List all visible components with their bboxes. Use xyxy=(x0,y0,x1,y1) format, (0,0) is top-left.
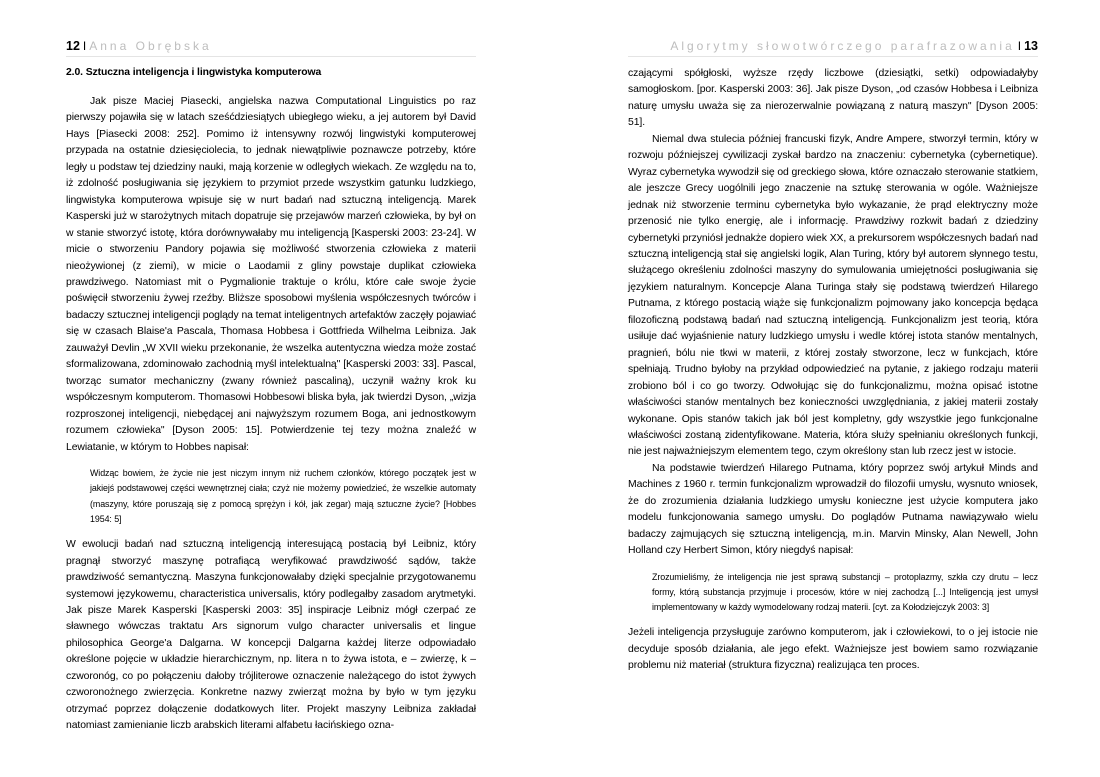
right-running-header xyxy=(628,38,1038,57)
right-paragraph-3: Na podstawie twierdzeń Hilarego Putnama, który poprzez swój artykuł Minds and Machines z 1960 r. termin funkcjonalizm wprowadził do filozofii umysłu, wysnuto wniosek, że do zrozumienia działania ludzkiego umysłu konieczne jest użycie komputera jako modelu funkcjonowania samego umysłu. Do poglądów Putnama nawiązywało wielu badaczy zajmujących się sztuczną inteligencją, m.in. Marvin Minsky, Alan Newell, John Holland czy Herbert Simon, który niegdyś napisał: xyxy=(628,462,1038,557)
right-paragraph-2: Niemal dwa stulecia później francuski fizyk, Andre Ampere, stworzył termin, który w rozwoju późniejszej cywilizacji zyskał bardzo na znaczeniu: cybernetyka (cybernetique). Wyraz cybernetyka wywodził się od greckiego słowa, które oznaczało sterowanie statkiem, ale jeszcze Grecy uogólnili jego znaczenie na sztukę sterowania w ogóle. Ważniejsze jednak niż stworzenie terminu cybernetyka było wykazanie, że prąd elektryczny może przenosić nie tylko energię, ale i informację. Prawdziwy rozkwit badań z dziedziny cybernetyki przyniósł jednakże dopiero wiek XX, a prekursorem współczesnych badań nad sztuczną inteligencją stał się angielski logik, Alan Turing, który był autorem słynnego testu, służącego określeniu zdolności maszyny do symulowania umiejętności posługiwania się językiem naturalnym. Koncepcje Alana Turinga stały się podstawą twierdzeń Hilarego Putnama, z którego postacią wiąże się funkcjonalizm pojmowany jako koncepcja będąca filozoficzną podstawą badań nad sztuczną inteligencją. Funkcjonalizm jest teorią, która usiłuje dać wyjaśnienie natury ludzkiego umysłu i wedle której istota stanów mentalnych, pragnień, bólu nie tkwi w materii, z której zostały stworzone, lecz w funkcjach, które spełniają. Trudno byłoby na przykład odpowiedzieć na pytanie, z jakiego rodzaju materii zrobiono ból i co go tworzy. Odwołując się do funkcjonalizmu, można opisać istotne właściwości stanów mentalnych bez konieczności uwzględniania, z jakiej materii zostały wykonane. Opis stanów takich jak ból jest kompletny, gdy wszystkie jego funkcjonalne właściwości zostaną zidentyfikowane. Materia, która służy spełnianiu określonych funkcji, nie jest najważniejszym elementem tego, czym określony stan lub rzecz jest w istocie. xyxy=(628,133,1038,458)
right-paragraph-1: czającymi spółgłoski, wyższe rzędy liczbowe (dziesiątki, setki) odpowiadałyby samogłoskom. [por. Kasperski 2003: 36]. Jak pisze Dyson, „od czasów Hobbesa i Leibniza naturę umysłu uważa się za nierozerwalnie powiązaną z naturą maszyn" [Dyson 2005: 51]. xyxy=(628,68,1038,129)
right-page xyxy=(628,0,1038,777)
header-separator: I xyxy=(1017,39,1022,53)
left-paragraph-2: W ewolucji badań nad sztuczną inteligencją interesującą postacią był Leibniz, który pragnął stworzyć maszynę potrafiącą weryfikować prawdziwość sądów, także prawdziwość semantyczną. Maszyna funkcjonowałaby dzięki specjalnie przygotowanemu systemowi językowemu, characteristica universalis, który podlegałby zasadom arytmetyki. Jak pisze Marek Kasperski [Kasperski 2003: 35] inspiracje Leibniz mógł czerpać ze sławnego wówczas traktatu Ars signorum vulgo character universalis et lingue philosophica George'a Dalgarna. W koncepcji Dalgarna każdej literze odpowiadało określone pojęcie w układzie hierarchicznym, np. litera n to żywa istota, e – zwierzę, k – czworonóg, co po połączeniu dałoby trójliterowe oznaczenie należącego do istot żywych czworonożnego zwierzęcia. Konkretne nazwy zwierząt można by było w tym języku otrzymać poprzez dołączenie dodatkowych liter. Projekt maszyny Leibniza zakładał natomiast zamienianie liczb arabskich literami alfabetu łacińskiego ozna- xyxy=(66,539,476,732)
right-paragraph-4: Jeżeli inteligencja przysługuje zarówno komputerom, jak i człowiekowi, to o jej istocie nie decyduje sposób działania, ale jego efekt. Ważniejsze jest bowiem samo rozwiązanie problemu niż materiał (struktura fizyczna) realizująca ten proces. xyxy=(628,627,1038,672)
right-book-title: Algorytmy słowotwórczego parafrazowania xyxy=(670,39,1015,53)
left-paragraph-1: Jak pisze Maciej Piasecki, angielska nazwa Computational Linguistics po raz pierwszy pojawiła się w latach sześćdziesiątych ubiegłego wieku, a jej autorem był David Hays [Piasecki 2008: 252]. Pomimo iż intensywny rozwój lingwistyki komputerowej przypada na ostatnie dziesięciolecia, to jednak niewątpliwie poznawcze potrzeby, które legły u podstaw tej dziedziny nauki, mają korzenie w odległych wiekach. Ze względu na to, iż zdolność posługiwania się językiem to przymiot przede wszystkim gatunku ludzkiego, lingwistyka komputerowa wpisuje się w nurt badań nad sztuczną inteligencją. Marek Kasperski już w starożytnych mitach dopatruje się przejawów marzeń człowieka, by był on w stanie stworzyć istotę, która dorównywałaby mu inteligencją [Kasperski 2003: 23-24]. W micie o stworzeniu Pandory pojawia się możliwość stworzenia człowieka z materii nieożywionej (z ziemi), w micie o Laodamii z gliny powstaje duplikat człowieka prawdziwego. Natomiast mit o Pygmalionie traktuje o królu, które całe swoje życie poświęcił stworzeniu żywej rzeźby. Bliższe sposobowi myślenia współczesnych twórców i badaczy sztucznej inteligencji poglądy na temat inteligentnych artefaktów zaczęły pojawiać się w czasach Blaise'a Pascala, Thomasa Hobbesa i Gottfrieda Wilhelma Leibniza. Jak zauważył Devlin „W XVII wieku przekonanie, że wszelka autentyczna wiedza może zostać sformalizowana, zdominowało zachodnią myśl intelektualną" [Kasperski 2003: 33]. Pascal, tworząc sumator mechaniczny (zwany również pascaliną), uczynił ważny krok ku współczesnym komputerom. Thomasowi Hobbesowi bliska była, jak twierdzi Dyson, „wizja rozproszonej inteligencji, niebędącej ani najwyższym rozumem Boga, ani jednostkowym rozumem człowieka" [Dyson 2005: 15]. Potwierdzenie tej tezy można znaleźć w Lewiatanie, w którym to Hobbes napisał: xyxy=(66,96,476,453)
simon-quote: Zrozumieliśmy, że inteligencja nie jest sprawą substancji – protoplazmy, szkła czy drutu – lecz formy, którą substancja przyjmuje i procesów, które w niej zachodzą [...] Inteligencją jest umysł implementowany w każdy wymodelowany rodzaj materii. [cyt. za Kołodziejczyk 2003: 3] xyxy=(652,571,1038,613)
right-page-number: 13 xyxy=(1024,39,1038,53)
left-page-body xyxy=(66,66,476,735)
left-page-number: 12 xyxy=(66,39,80,53)
section-title: 2.0. Sztuczna inteligencja i lingwistyka komputerowa xyxy=(66,67,322,78)
header-separator: I xyxy=(82,39,87,53)
left-running-header xyxy=(66,38,476,57)
left-page xyxy=(66,0,476,777)
hobbes-quote: Widząc bowiem, że życie nie jest niczym innym niż ruchem członków, którego początek jest w jakiejś podstawowej części wewnętrznej ciała; czyż nie możemy powiedzieć, że wszelkie automaty (maszyny, które poruszają się z pomocą sprężyn i kół, jak zegar) mają sztuczne życie? [Hobbes 1954: 5] xyxy=(90,467,476,524)
right-page-body xyxy=(628,66,1038,675)
left-author-name: Anna Obrębska xyxy=(89,39,212,53)
